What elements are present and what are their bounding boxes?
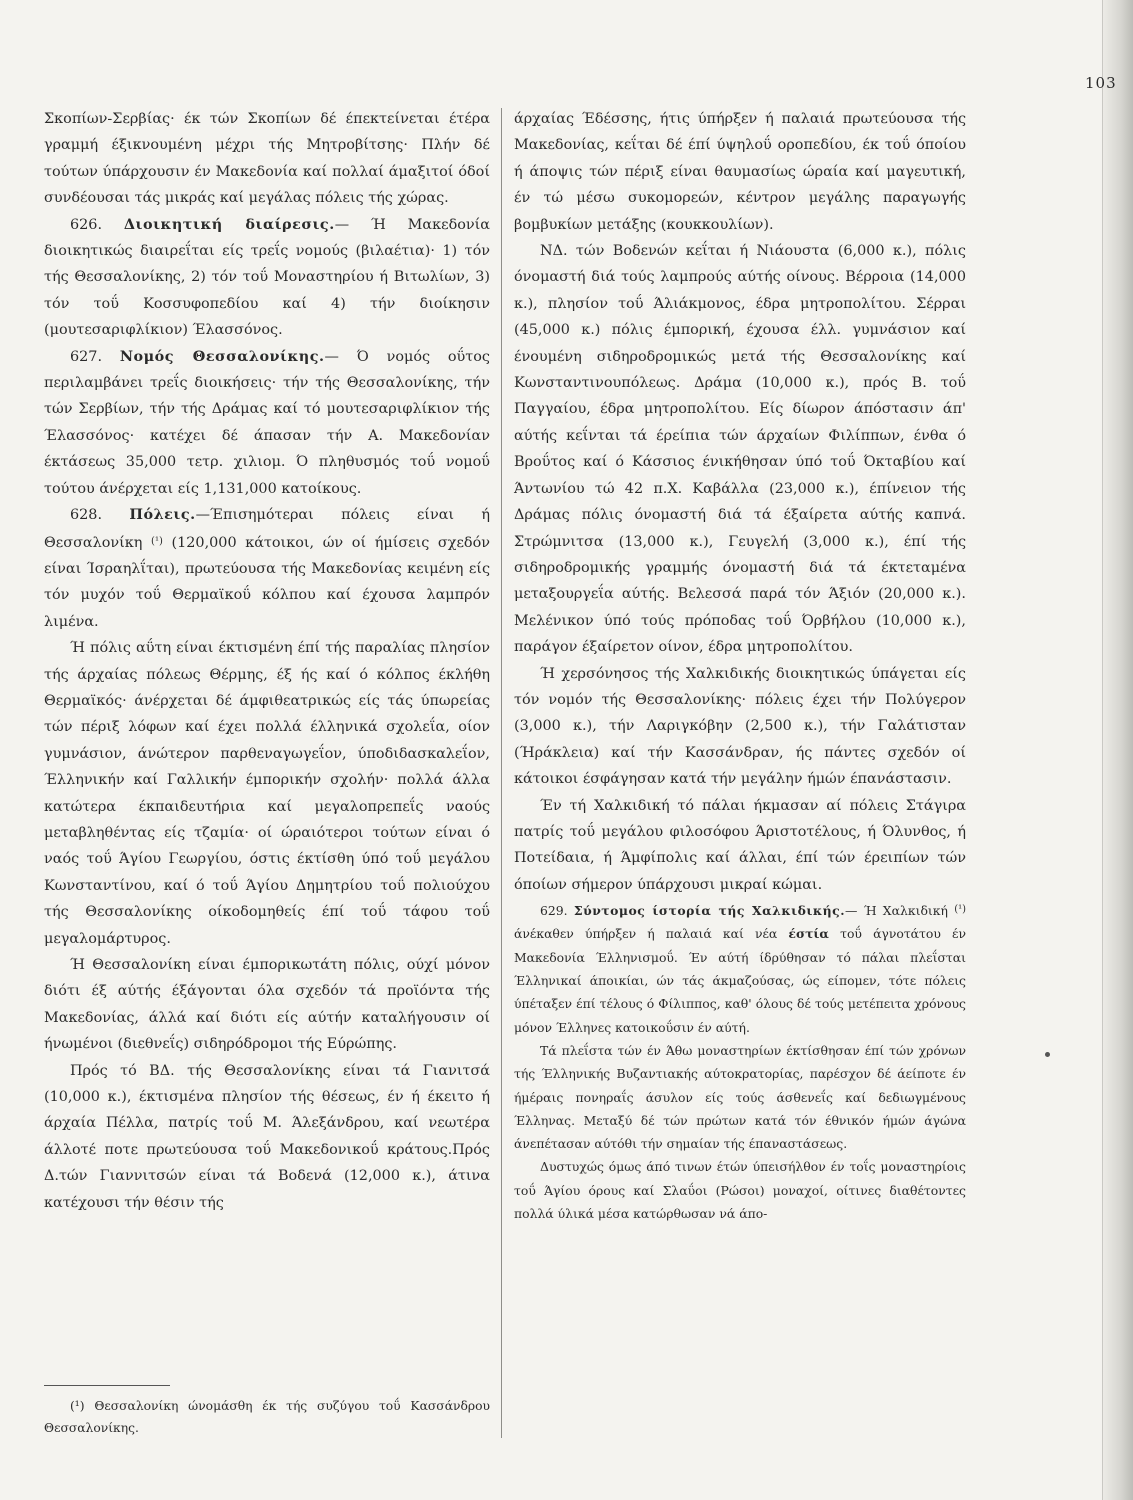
section-text: άνέκαθεν ύπήρξεν ή παλαιά καί νέα: [514, 926, 778, 942]
section-627: [44, 344, 490, 502]
paragraph: Ή χερσόνησος τής Χαλκιδικής διοικητικώς ύπάγεται είς τόν νομόν τής Θεσσαλονίκης· πόλεις έχει τήν Πολύγερον (3,000 κ.), τήν Λαριγκόβην (2,500 κ.), τήν Γαλάτισταν (Ήράκλεια) καί τήν Κασσάνδραν, ής πάντες σχεδόν οί κάτοικοι έσφάγησαν κατά τήν μεγάλην ήμών έπανάστασιν.: [514, 665, 966, 788]
paragraph-continuation: άρχαίας Έδέσσης, ήτις ύπήρξεν ή παλαιά πρωτεύουσα τής Μακεδονίας, κεΐται δέ έπί ύψηλοΰ οροπεδίου, έκ τοΰ όποίου ή άποψις τών πέριξ είναι θαυμασίως ώραία καί μαγευτική, έν τώ μέσω συκομορεών, κέντρον μεγάλης παραγωγής βομβυκίων μετάξης (κουκκουλίων).: [514, 111, 966, 233]
section-title: Πόλεις.: [129, 506, 196, 524]
left-column: [44, 106, 490, 1216]
footnote-mark: (¹): [70, 1399, 85, 1413]
section-number: 629.: [540, 903, 568, 919]
footnote-text: Θεσσαλονίκη ώνομάσθη έκ τής συζύγου τοΰ Κασσάνδρου Θεσσαλονίκης.: [44, 1399, 490, 1435]
ink-speck: [1045, 1052, 1050, 1057]
section-title: Νομός Θεσσαλονίκης.: [119, 347, 325, 365]
section-628: [44, 502, 490, 635]
paragraph: Ή Θεσσαλονίκη είναι έμπορικωτάτη πόλις, ούχί μόνον διότι έξ αύτής έξάγονται όλα σχεδόν τά προϊόντα τής Μακεδονίας, άλλά καί διότι είς αύτήν καταλήγουσιν οί ήνωμένοι (διεθνεΐς) σιδηρόδρομοι τής Εύρώπης.: [44, 957, 490, 1053]
section-626: [44, 212, 490, 344]
paragraph: Έν τή Χαλκιδική τό πάλαι ήκμασαν αί πόλεις Στάγιρα πατρίς τοΰ μεγάλου φιλοσόφου Άριστοτέλους, ή Όλυνθος, ή Ποτείδαια, ή Άμφίπολις καί άλλαι, έπί τών έρειπίων τών όποίων σήμερον ύπάρχουσι μικραί κώμαι.: [514, 797, 966, 893]
column-divider: [501, 108, 502, 1438]
em-dash: —: [334, 216, 350, 233]
paragraph-continuation: Σκοπίων-Σερβίας· έκ τών Σκοπίων δέ έπεκτείνεται έτέρα γραμμή έξικνουμένη μέχρι τής Μητροβίτσης· Πλήν δέ τούτων ύπάρχουσιν έν Μακεδονία καί πολλαί άμαξιτοί όδοί συνδέουσαι τάς μικράς καί μεγάλας πόλεις τής χώρας.: [44, 111, 490, 207]
footnote: [44, 1395, 490, 1439]
em-dash: —: [845, 903, 858, 919]
paragraph: Τά πλεΐστα τών έν Άθω μοναστηρίων έκτίσθησαν έπί τών χρόνων τής Έλληνικής Βυζαντιακής αύτοκρατορίας, παρέσχον δέ άείποτε έν ήμέραις πονηραΐς άσυλον είς τούς άσθενεΐς καί δεδιωγμένους Έλληνας. Μεταξύ δέ τών πρώτων κατά τόν έθνικόν ήμών άγώνα άνεπέτασαν αύτόθι τήν σημαίαν τής έπαναστάσεως.: [514, 1042, 966, 1152]
em-dash: —: [195, 507, 211, 524]
right-column: [514, 106, 966, 1225]
paragraph: Πρός τό ΒΔ. τής Θεσσαλονίκης είναι τά Γιανιτσά (10,000 κ.), έκτισμένα πλησίον τής θέσεως, έν ή έκειτο ή άρχαία Πέλλα, πατρίς τοΰ Μ. Άλεξάνδρου, καί νεωτέρα άλλοτέ ποτε πρωτεύουσα τοΰ Μακεδονικοΰ κράτους.Πρός Δ.τών Γιαννιτσών είναι τά Βοδενά (12,000 κ.), άτινα κατέχουσι τήν θέσιν τής: [44, 1062, 490, 1211]
footnote-rule: [44, 1385, 170, 1386]
emphasis-word: έστία: [788, 926, 829, 942]
section-number: 628.: [70, 507, 103, 524]
footnote-reference: (¹): [954, 904, 966, 916]
em-dash: —: [324, 348, 339, 365]
section-title: Σύντομος ίστορία τής Χαλκιδικής.: [573, 903, 846, 919]
page-edge-shadow: [1102, 0, 1133, 1500]
section-title: Διοικητική διαίρεσις.: [123, 215, 335, 233]
footnote-reference: (¹): [151, 535, 163, 547]
section-629: [514, 898, 966, 1039]
paragraph: Ή πόλις αΰτη είναι έκτισμένη έπί τής παραλίας πλησίον τής άρχαίας πόλεως Θέρμης, έξ ής καί ό κόλπος έκλήθη Θερμαϊκός· άνέρχεται δέ άμφιθεατρικώς είς τάς ύπωρείας τών πέριξ λόφων καί έχει πολλά έλληνικά σχολεΐα, οίον γυμνάσιον, άνώτερον παρθεναγωγεΐον, ύποδιδασκαλεΐον, Έλληνικήν καί Γαλλικήν έμπορικήν σχολήν· πολλά άλλα κατώτερα έκπαιδευτήρια καί μεγαλοπρεπεΐς ναούς μεταβληθέντας είς τζαμία· οί ώραιότεροι τούτων είναι ό ναός τοΰ Άγίου Γεωργίου, όστις έκτίσθη ύπό τοΰ μεγάλου Κωνσταντίνου, καί ό τοΰ Άγίου Δημητρίου τοΰ πολιούχου τής Θεσσαλονίκης οίκοδομηθείς έπί τοΰ τάφου τοΰ μεγαλομάρτυρος.: [44, 640, 490, 947]
page-number: 103: [1085, 74, 1117, 92]
section-text: Ή Χαλκιδική: [863, 903, 948, 919]
section-text: Ό νομός οΰτος περιλαμβάνει τρεΐς διοικήσεις· τήν τής Θεσσαλονίκης, τήν τών Σερβίων, τήν τής Δράμας καί τό μουτεσαριφλίκιον τής Έλασσόνος· κατέχει δέ άπασαν τήν Α. Μακεδονίαν έκτάσεως 35,000 τετρ. χιλιομ. Ό πληθυσμός τοΰ νομοΰ τούτου άνέρχεται είς 1,131,000 κατοίκους.: [44, 348, 490, 497]
section-text: (120,000 κάτοικοι, ών οί ήμίσεις σχεδόν είναι Ίσραηλΐται), πρωτεύουσα τής Μακεδονίας κειμένη είς τόν μυχόν τοΰ Θερμαϊκοΰ κόλπου καί έχουσα λαμπρόν λιμένα.: [44, 534, 491, 630]
section-text: Ή Μακεδονία διοικητικώς διαιρεΐται είς τρεΐς νομούς (βιλαέτια)· 1) τόν τής Θεσσαλονίκης, 2) τόν τοΰ Μοναστηρίου ή Βιτωλίων, 3) τόν τοΰ Κοσσυφοπεδίου καί 4) τήν διοίκησιν (μουτεσαριφλίκιον) Έλασσόνος.: [44, 216, 491, 339]
section-text: Έπισημότεραι πόλεις είναι ή Θεσσαλονίκη: [44, 507, 491, 551]
paragraph: Δυστυχώς όμως άπό τινων έτών ύπεισήλθον έν τοΐς μοναστηρίοις τοΰ Άγίου όρους καί Σλαΰοι (Ρώσοι) μοναχοί, οίτινες διαθέτοντες πολλά ύλικά μέσα κατώρθωσαν νά άπο-: [514, 1159, 966, 1222]
section-number: 627.: [70, 348, 103, 365]
section-text: τοΰ άγνοτάτου έν Μακεδονία Έλληνισμοΰ. Έν αύτή ίδρύθησαν τό πάλαι πλεΐσται Έλληνικαί άποικίαι, ών τάς άκμαζούσας, ώς είπομεν, τότε πόλεις ύπέταξεν έπί τέλους ό Φίλιππος, καθ' όλους δέ τούς μετέπειτα χρόνους μόνον Έλληνες κατοικοΰσιν έν αύτή.: [514, 926, 966, 1035]
section-number: 626.: [70, 216, 103, 233]
paragraph: ΝΔ. τών Βοδενών κεΐται ή Νιάουστα (6,000 κ.), πόλις όνομαστή διά τούς λαμπρούς αύτής οίνους. Βέρροια (14,000 κ.), πλησίον τοΰ Άλιάκμονος, έδρα μητροπολίτου. Σέρραι (45,000 κ.) πόλις έμπορική, έχουσα έλλ. γυμνάσιον καί ένουμένη σιδηροδρομικώς μετά τής Θεσσαλονίκης καί Κωνσταντινουπόλεως. Δράμα (10,000 κ.), πρός Β. τοΰ Παγγαίου, έδρα μητροπολίτου. Είς δίωρον άπόστασιν άπ' αύτής κεΐνται τά έρείπια τών άρχαίων Φιλίππων, ένθα ό Βροΰτος καί ό Κάσσιος ένικήθησαν ύπό τοΰ Όκταβίου καί Άντωνίου τώ 42 π.Χ. Καβάλλα (23,000 κ.), έπίνειον τής Δράμας πόλις όνομαστή διά τά έξαίρετα αύτής καπνά. Στρώμνιτσα (13,000 κ.), Γευγελή (3,000 κ.), έπί τής σιδηροδρομικής γραμμής όνομαστή διά τά έκτεταμένα μεταξουργεΐα αύτής. Βελεσσά παρά τόν Άξιόν (20,000 κ.). Μελένικον ύπό τούς πρόποδας τοΰ Όρβήλου (10,000 κ.), παράγον έξαίρετον οίνον, έδρα μητροπολίτου.: [514, 243, 966, 656]
